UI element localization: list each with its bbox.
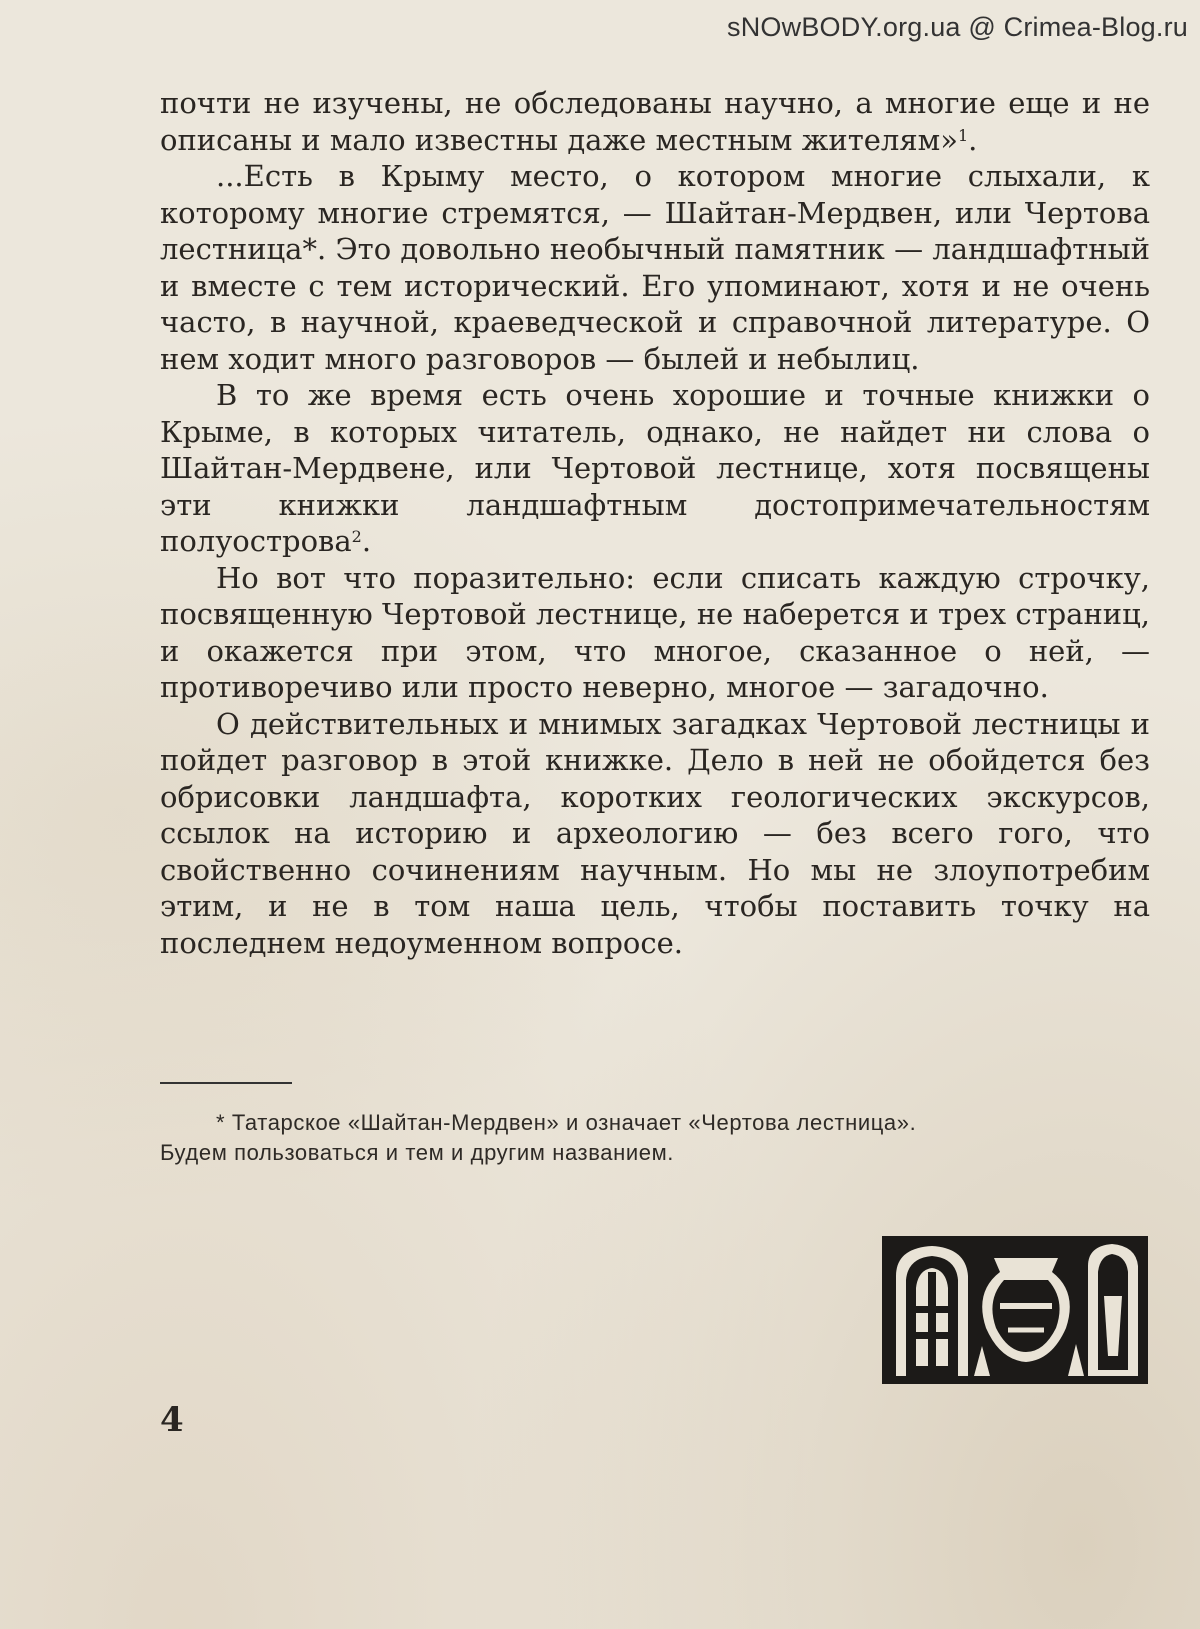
page-number: 4 (160, 1400, 184, 1440)
footnote-ref-2: 2 (351, 527, 362, 546)
footnote-line-2: Будем пользоваться и тем и другим названием. (160, 1140, 675, 1165)
footnote-ref-1: 1 (957, 125, 969, 145)
paragraph-4: Но вот что поразительно: если списать каждую строчку, посвященную Чертовой лестнице, не наберется и трех страниц, и окажется при этом, что многое, сказанное о ней, — противоречиво или просто неверно, многое — загадочно. (160, 560, 1150, 704)
body-text (160, 85, 1150, 961)
footnote-line-1: * Татарское «Шайтан-Мердвен» и означает «Чертова лестница». (216, 1110, 917, 1135)
footnote-divider (160, 1082, 292, 1084)
watermark: sNOwBODY.org.ua @ Crimea-Blog.ru (727, 12, 1188, 42)
paragraph-5: О действительных и мнимых загадках Чертовой лестницы и пойдет разговор в этой книжке. Дело в ней не обойдется без обрисовки ландшафта, коротких геологических экскурсов, ссылок на историю и археологию — без всего гого, что свойственно сочинениям научным. Но мы не злоупотребим этим, и не в том наша цель, чтобы поставить точку на последнем недоуменном вопросе. (160, 706, 1150, 960)
paragraph-1: почти не изучены, не обследованы научно, а многие еще и не описаны и мало известны даже местным жителям»$^1$. (160, 86, 1150, 157)
woodcut-vignette-icon (882, 1236, 1148, 1384)
footnotes (160, 1108, 1150, 1168)
paragraph-2: ...Есть в Крыму место, о котором многие слыхали, к которому многие стремятся, — Шайтан-Мердвен, или Чертова лестница*. Это довольно необычный памятник — ландшафтный и вместе с тем исторический. Его упоминают, хотя и не очень часто, в научной, краеведческой и справочной литературе. О нем ходит много разговоров — былей и небылиц. (160, 159, 1150, 376)
paragraph-3: В то же время есть очень хорошие и точные книжки о Крыме, в которых читатель, однако, не найдет ни слова о Шайтан-Мердвене, или Чертовой лестнице, хотя посвящены эти книжки ландшафтным достопримечательностям полуострова$^2$. (160, 378, 1150, 558)
